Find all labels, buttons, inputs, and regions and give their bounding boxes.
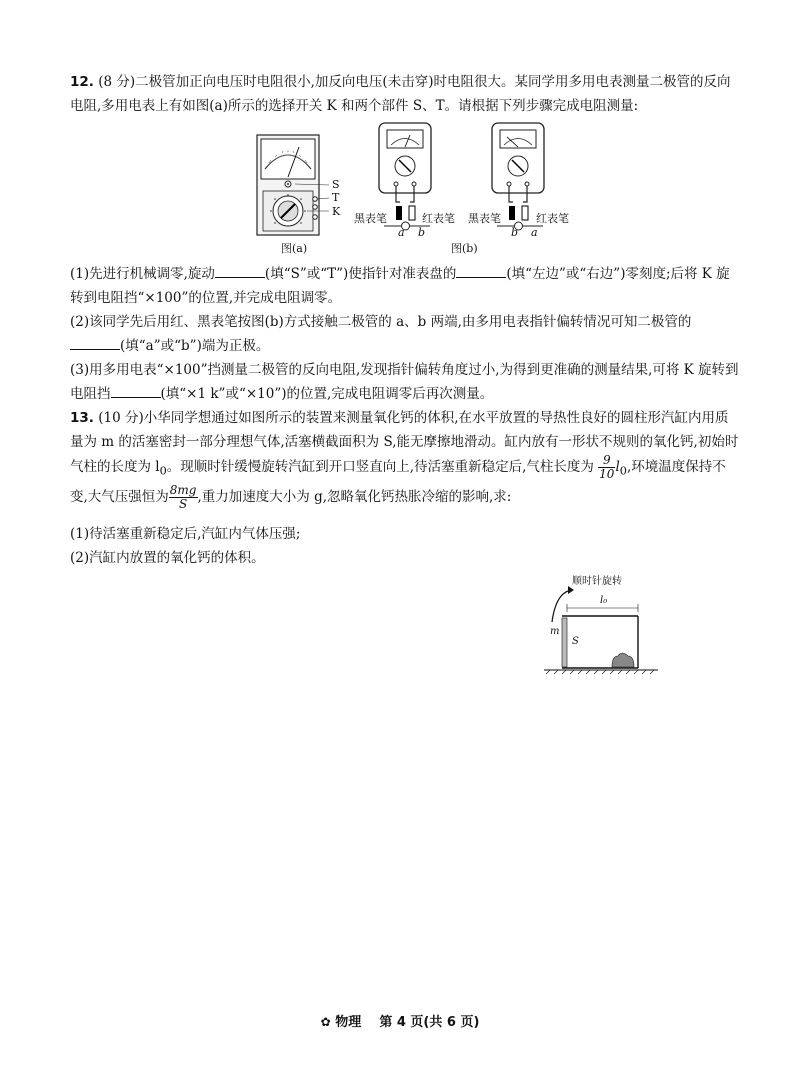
label-s: S: [332, 178, 340, 191]
q12-blank-2[interactable]: [456, 263, 506, 278]
rotate-label: 顺时针旋转: [572, 576, 622, 587]
q13-intro-a: (10 分)小华同学想通过如图所示的装置来测量氧化钙的体积,在水平放置的导热性良好的圆柱形汽缸内用质量为 m 的活塞密封一部分理想气体,活塞横截面积为 S,能无摩擦地滑动。缸内放有一形状不规则的氧化钙,初始时气柱的长度为 l: [70, 410, 739, 475]
q12-step-3-text-a: (3)用多用电表“×100”挡测量二极管的反向电阻,发现指针偏转角度过小,为得到更准确的测量结果,可将 K 旋转到电阻挡: [70, 362, 739, 402]
q13-fraction-8mg-s: [169, 484, 198, 511]
black-probe-left: 黑表笔: [354, 212, 387, 225]
fig-b-right-a: a: [531, 226, 538, 239]
q13-l0-b: l: [615, 459, 620, 475]
q12-step-2: [70, 310, 740, 358]
q13-fraction-9-10: [598, 454, 615, 481]
q12-step-1-text-a: (1)先进行机械调零,旋动: [70, 266, 215, 282]
q12-step-1-text-c: (填“左边”或“右边”)零刻度;后将 K 旋转到电阻挡“×100”的位置,并完成电阻调零。: [70, 266, 730, 306]
q12-step-3-text-b: (填“×1 k”或“×10”)的位置,完成电阻调零后再次测量。: [160, 386, 494, 402]
fig-b-right-b: b: [511, 226, 519, 239]
frac1-bot: 10: [599, 467, 615, 481]
footer-page: 第 4 页(共 6 页): [379, 1015, 480, 1030]
q13-l0-sub-a: 0: [159, 464, 167, 478]
piston-mass-label: m: [550, 626, 560, 637]
red-probe-right: 红表笔: [536, 212, 569, 225]
q13-intro-c: ,环境温度保持不变,大气压强恒为: [70, 459, 726, 505]
cylinder-l0-label: l₀: [600, 595, 608, 606]
black-probe-right: 黑表笔: [468, 212, 501, 225]
q12-step-1: [70, 262, 740, 310]
q12-intro: [70, 70, 740, 118]
piston-area-label: S: [572, 636, 579, 647]
red-probe-left: 红表笔: [422, 212, 455, 225]
footer-subject: 物理: [335, 1015, 362, 1030]
q13-intro: [70, 406, 740, 511]
q12-step-2-text-a: (2)该同学先后用红、黑表笔按图(b)方式接触二极管的 a、b 两端,由多用电表指针偏转情况可知二极管的: [70, 314, 692, 330]
label-k: K: [332, 205, 341, 218]
page-footer: [0, 1011, 800, 1030]
q12-blank-3[interactable]: [70, 335, 120, 350]
fig-b-left-a: a: [398, 226, 405, 239]
q13-number: 13.: [70, 410, 94, 426]
label-t: T: [332, 191, 340, 204]
q13-l0-sub-b: 0: [619, 464, 627, 478]
q12-step-2-text-b: (填“a”或“b”)端为正极。: [120, 338, 270, 354]
q12-step-1-text-b: (填“S”或“T”)使指针对准表盘的: [264, 266, 457, 282]
q12-blank-1[interactable]: [215, 263, 265, 278]
q13-part-2: (2)汽缸内放置的氧化钙的体积。: [70, 550, 265, 566]
q13-part-1: (1)待活塞重新稳定后,汽缸内气体压强;: [70, 526, 301, 542]
q12-number: 12.: [70, 74, 94, 90]
fig-a-caption: 图(a): [281, 242, 308, 255]
figure-a-multimeter: [255, 133, 335, 239]
q13-intro-b: 。现顺时针缓慢旋转汽缸到开口竖直向上,待活塞重新稳定后,气柱长度为: [166, 459, 594, 475]
fig-b-caption: 图(b): [451, 242, 478, 255]
frac2-bot: S: [179, 496, 188, 511]
q12-blank-4[interactable]: [111, 383, 161, 398]
fig-b-left-b: b: [418, 226, 426, 239]
q13-intro-d: ,重力加速度大小为 g,忽略氧化钙热胀冷缩的影响,求:: [197, 488, 512, 505]
frac1-top: 9: [598, 454, 615, 468]
frac2-top: 8mg: [169, 482, 197, 497]
q12-intro-text: (8 分)二极管加正向电压时电阻很小,加反向电压(未击穿)时电阻很大。某同学用多用电表测量二极管的反向电阻,多用电表上有如图(a)所示的选择开关 K 和两个部件 S、T。请根据下列步骤完成电阻测量:: [70, 74, 731, 114]
subject-icon: ✿: [320, 1015, 331, 1029]
q12-step-3: [70, 358, 740, 406]
